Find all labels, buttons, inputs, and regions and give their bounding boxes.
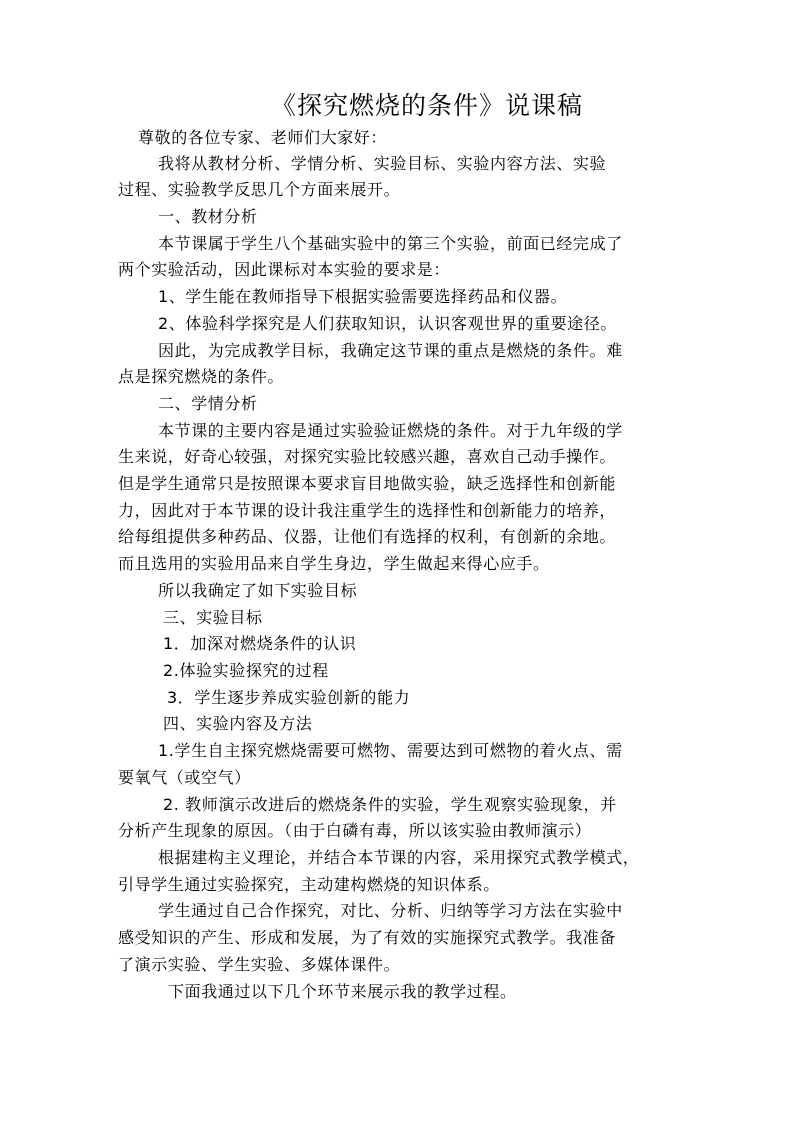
paragraph-line: 下面我通过以下几个环节来展示我的教学过程。	[168, 982, 517, 1001]
paragraph-line: 2、体验科学探究是人们获取知识，认识客观世界的重要途径。	[158, 314, 617, 333]
paragraph-line: 本节课的主要内容是通过实验验证燃烧的条件。对于九年级的学	[158, 421, 623, 440]
paragraph-line: 学生通过自己合作探究，对比、分析、归纳等学习方法在实验中	[158, 901, 623, 920]
paragraph-line: 分析产生现象的原因。（由于白磷有毒，所以该实验由教师演示）	[118, 821, 592, 840]
list-item: 1.学生自主探究燃烧需要可燃物、需要达到可燃物的着火点、需	[158, 741, 623, 760]
paragraph-line: 尊敬的各位专家、老师们大家好：	[138, 128, 388, 147]
paragraph-line: 1、学生能在教师指导下根据实验需要选择药品和仪器。	[158, 287, 568, 306]
list-item: 1．加深对燃烧条件的认识	[163, 634, 357, 653]
paragraph-line: 点是探究燃烧的条件。	[118, 367, 285, 386]
paragraph-line: 我将从教材分析、学情分析、实验目标、实验内容方法、实验	[158, 154, 607, 173]
section-heading: 一、教材分析	[158, 207, 258, 226]
section-heading: 二、学情分析	[158, 394, 258, 413]
paragraph-line: 本节课属于学生八个基础实验中的第三个实验，前面已经完成了	[158, 234, 623, 253]
paragraph-line: 了演示实验、学生实验、多媒体课件。	[118, 955, 401, 974]
paragraph-line: 而且选用的实验用品来自学生身边，学生做起来得心应手。	[118, 554, 550, 573]
paragraph-line: 过程、实验教学反思几个方面来展开。	[118, 180, 401, 199]
list-item: 2.体验实验探究的过程	[163, 661, 329, 680]
paragraph-line: 生来说，好奇心较强，对探究实验比较感兴趣，喜欢自己动手操作。	[118, 447, 617, 466]
paragraph-line: 两个实验活动，因此课标对本实验的要求是：	[118, 260, 451, 279]
paragraph-line: 给每组提供多种药品、仪器，让他们有选择的权利，有创新的余地。	[118, 527, 617, 546]
paragraph-line: 因此，为完成教学目标，我确定这节课的重点是燃烧的条件。难	[158, 341, 623, 360]
paragraph-line: 感受知识的产生、形成和发展，为了有效的实施探究式教学。我准备	[118, 928, 617, 947]
section-heading: 三、实验目标	[163, 608, 263, 627]
list-item: 2. 教师演示改进后的燃烧条件的实验，学生观察实验现象，并	[163, 795, 617, 814]
list-item: 3．学生逐步养成实验创新的能力	[167, 688, 411, 707]
section-heading: 四、实验内容及方法	[163, 714, 313, 733]
paragraph-line: 根据建构主义理论，并结合本节课的内容，采用探究式教学模式，	[158, 848, 640, 867]
document-title: 《探究燃烧的条件》说课稿	[270, 91, 583, 120]
paragraph-line: 所以我确定了如下实验目标	[158, 581, 358, 600]
paragraph-line: 引导学生通过实验探究，主动建构燃烧的知识体系。	[118, 875, 500, 894]
paragraph-line: 要氧气（或空气）	[118, 768, 251, 787]
paragraph-line: 力，因此对于本节课的设计我注重学生的选择性和创新能力的培养，	[118, 501, 617, 520]
paragraph-line: 但是学生通常只是按照课本要求盲目地做实验，缺乏选择性和创新能	[118, 474, 617, 493]
